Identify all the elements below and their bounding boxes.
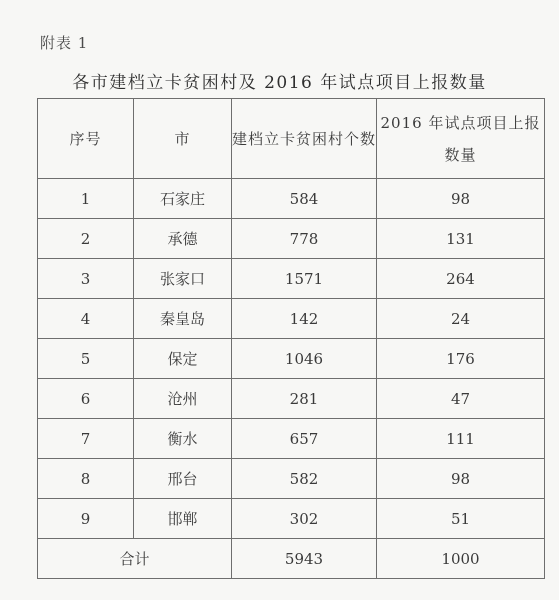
header-city: 市 [134,99,232,179]
cell-village-count: 1571 [232,259,377,299]
table-row [38,179,545,219]
header-village-count: 建档立卡贫困村个数 [232,99,377,179]
cell-city: 保定 [134,339,232,379]
cell-village-count: 584 [232,179,377,219]
cell-village-count: 778 [232,219,377,259]
cell-project-count: 98 [377,179,545,219]
cell-project-count: 98 [377,459,545,499]
cell-index: 9 [38,499,134,539]
cell-project-count: 111 [377,419,545,459]
cell-city: 秦皇岛 [134,299,232,339]
appendix-label: 附表 1 [40,34,89,52]
total-village-count: 5943 [232,539,377,579]
table-row [38,419,545,459]
cell-index: 6 [38,379,134,419]
table-header-row [38,99,545,179]
table-row [38,219,545,259]
table-row [38,339,545,379]
cell-index: 8 [38,459,134,499]
cell-city: 张家口 [134,259,232,299]
total-label: 合计 [38,539,232,579]
cell-project-count: 51 [377,499,545,539]
cell-city: 衡水 [134,419,232,459]
document-title: 各市建档立卡贫困村及 2016 年试点项目上报数量 [72,73,487,93]
cell-village-count: 657 [232,419,377,459]
cell-index: 2 [38,219,134,259]
table-total-row [38,539,545,579]
cell-village-count: 582 [232,459,377,499]
poverty-village-table [37,98,545,579]
cell-city: 邯郸 [134,499,232,539]
cell-index: 1 [38,179,134,219]
cell-village-count: 281 [232,379,377,419]
cell-index: 3 [38,259,134,299]
cell-city: 石家庄 [134,179,232,219]
header-project-count: 2016 年试点项目上报数量 [377,99,545,179]
cell-city: 邢台 [134,459,232,499]
cell-city: 承德 [134,219,232,259]
cell-village-count: 1046 [232,339,377,379]
header-index: 序号 [38,99,134,179]
table-row [38,299,545,339]
cell-index: 5 [38,339,134,379]
table-row [38,459,545,499]
cell-index: 4 [38,299,134,339]
table-row [38,259,545,299]
cell-project-count: 131 [377,219,545,259]
cell-city: 沧州 [134,379,232,419]
total-project-count: 1000 [377,539,545,579]
table-row [38,379,545,419]
cell-village-count: 142 [232,299,377,339]
cell-project-count: 47 [377,379,545,419]
cell-project-count: 264 [377,259,545,299]
cell-project-count: 24 [377,299,545,339]
table-row [38,499,545,539]
cell-village-count: 302 [232,499,377,539]
cell-index: 7 [38,419,134,459]
cell-project-count: 176 [377,339,545,379]
